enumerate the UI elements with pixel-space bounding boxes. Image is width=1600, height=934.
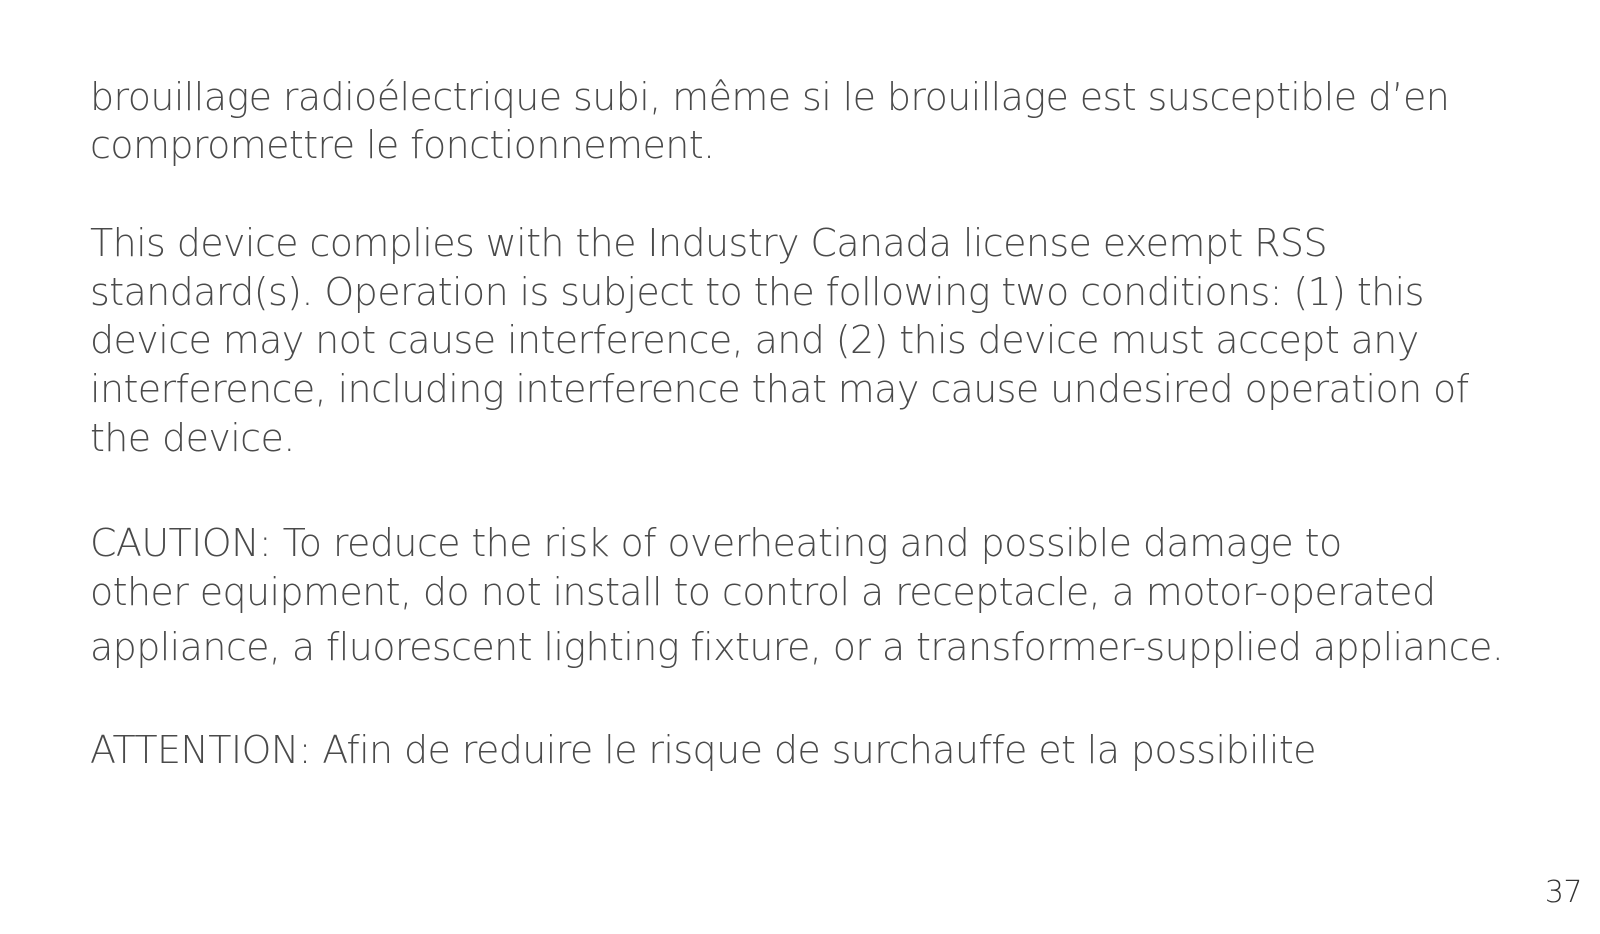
text-line: standard(s). Operation is subject to the following two conditions: (1) this: [90, 270, 1424, 314]
text-line: compromettre le fonctionnement.: [90, 123, 715, 167]
text-line: ATTENTION: Afin de reduire le risque de surchauffe et la possibilite: [90, 728, 1316, 772]
text-line: other equipment, do not install to control a receptacle, a motor-operated: [90, 570, 1436, 614]
text-line: brouillage radioélectrique subi, même si le brouillage est susceptible d’en: [90, 75, 1450, 119]
text-line: CAUTION: To reduce the risk of overheating and possible damage to: [90, 521, 1342, 565]
text-line: device may not cause interference, and (2) this device must accept any: [90, 318, 1419, 362]
page-number: 37: [1544, 875, 1582, 910]
text-line: appliance, a fluorescent lighting fixture, or a transformer-supplied appliance.: [90, 625, 1504, 669]
text-line: interference, including interference that may cause undesired operation of: [90, 367, 1469, 411]
text-line: the device.: [90, 416, 295, 460]
text-line: This device complies with the Industry Canada license exempt RSS: [90, 221, 1327, 265]
